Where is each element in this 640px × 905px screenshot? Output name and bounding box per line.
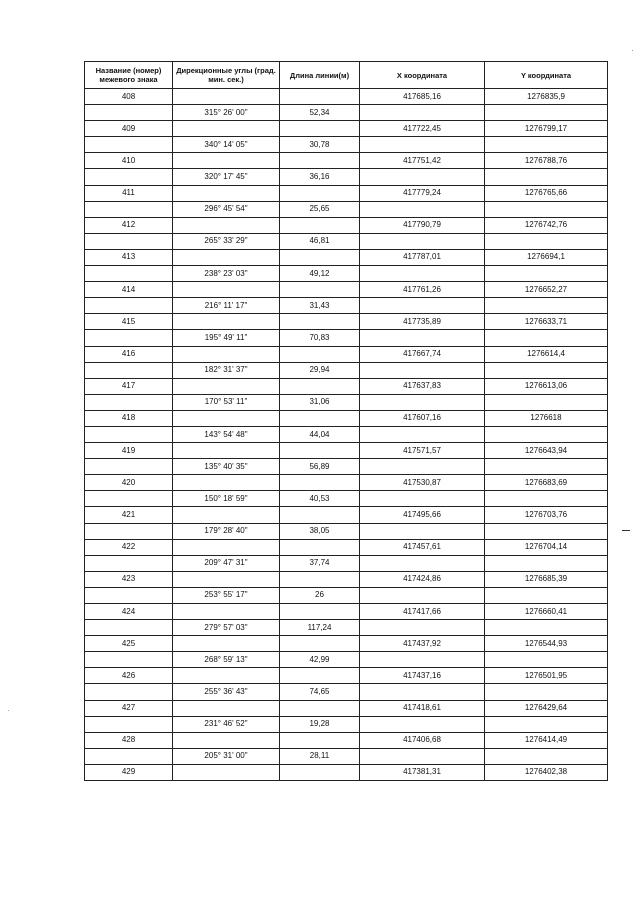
cell-angle [173,507,280,523]
cell-x: 417437,16 [360,668,485,684]
cell-x [360,169,485,185]
cell-y: 1276704,14 [485,539,608,555]
cell-angle [173,668,280,684]
cell-name [85,233,173,249]
cell-length: 52,34 [280,105,360,121]
cell-length [280,700,360,716]
cell-x: 417495,66 [360,507,485,523]
table-row [85,394,608,410]
cell-y: 1276683,69 [485,475,608,491]
table-row [85,169,608,185]
cell-x: 417751,42 [360,153,485,169]
cell-x: 417790,79 [360,217,485,233]
cell-angle: 143° 54' 48" [173,426,280,442]
table-row [85,378,608,394]
table-row [85,620,608,636]
cell-y: 1276765,66 [485,185,608,201]
cell-angle: 253° 55' 17" [173,587,280,603]
cell-name: 425 [85,636,173,652]
cell-y [485,233,608,249]
cell-y [485,684,608,700]
cell-name [85,716,173,732]
cell-name [85,266,173,282]
cell-x [360,362,485,378]
cell-x: 417735,89 [360,314,485,330]
cell-angle [173,604,280,620]
table-row [85,217,608,233]
cell-x: 417424,86 [360,571,485,587]
cell-angle: 296° 45' 54" [173,201,280,217]
cell-length [280,89,360,105]
cell-name: 427 [85,700,173,716]
table-row [85,716,608,732]
cell-x [360,523,485,539]
cell-x: 417787,01 [360,249,485,265]
cell-name [85,137,173,153]
cell-y [485,169,608,185]
cell-y [485,330,608,346]
cell-x: 417667,74 [360,346,485,362]
table-row [85,185,608,201]
cell-angle [173,764,280,780]
cell-name: 415 [85,314,173,330]
cell-length: 31,43 [280,298,360,314]
table-row [85,282,608,298]
cell-y: 1276618 [485,410,608,426]
cell-angle: 231° 46' 52" [173,716,280,732]
cell-length [280,764,360,780]
cell-y [485,748,608,764]
cell-name [85,362,173,378]
cell-y: 1276414,49 [485,732,608,748]
cell-name [85,105,173,121]
header-angle: Дирекционные углы (град. мин. сек.) [173,62,280,89]
cell-length: 25,65 [280,201,360,217]
cell-angle: 135° 40' 35" [173,459,280,475]
table-row [85,652,608,668]
cell-name: 418 [85,410,173,426]
cell-length: 19,28 [280,716,360,732]
cell-y [485,620,608,636]
table-row [85,89,608,105]
cell-name [85,459,173,475]
cell-angle: 340° 14' 05" [173,137,280,153]
cell-length: 46,81 [280,233,360,249]
cell-y: 1276633,71 [485,314,608,330]
cell-y: 1276660,41 [485,604,608,620]
cell-x [360,748,485,764]
cell-name: 420 [85,475,173,491]
cell-x [360,137,485,153]
header-x: X координата [360,62,485,89]
cell-angle: 238° 23' 03" [173,266,280,282]
cell-length: 74,65 [280,684,360,700]
cell-y [485,716,608,732]
cell-name [85,298,173,314]
table-row [85,764,608,780]
cell-x [360,394,485,410]
cell-x: 417417,66 [360,604,485,620]
cell-x [360,716,485,732]
cell-length [280,346,360,362]
table-row [85,233,608,249]
cell-x [360,330,485,346]
cell-length: 117,24 [280,620,360,636]
cell-y: 1276613,06 [485,378,608,394]
cell-angle: 179° 28' 40" [173,523,280,539]
cell-length [280,249,360,265]
cell-name [85,201,173,217]
cell-x [360,266,485,282]
table-row [85,700,608,716]
boundary-coordinates-table [84,61,608,781]
cell-length [280,378,360,394]
cell-angle [173,636,280,652]
cell-x [360,652,485,668]
cell-name [85,330,173,346]
cell-y: 1276643,94 [485,443,608,459]
cell-x: 417457,61 [360,539,485,555]
cell-angle: 268° 59' 13" [173,652,280,668]
cell-angle [173,539,280,555]
cell-angle: 182° 31' 37" [173,362,280,378]
cell-x: 417418,61 [360,700,485,716]
cell-y [485,394,608,410]
cell-name [85,555,173,571]
cell-length [280,475,360,491]
cell-y [485,523,608,539]
cell-length: 30,78 [280,137,360,153]
cell-name: 426 [85,668,173,684]
cell-angle [173,443,280,459]
cell-length [280,443,360,459]
cell-x: 417637,83 [360,378,485,394]
cell-x [360,201,485,217]
cell-length: 28,11 [280,748,360,764]
cell-angle: 315° 26' 00" [173,105,280,121]
cell-angle [173,249,280,265]
table-row [85,571,608,587]
table-row [85,426,608,442]
cell-length [280,314,360,330]
cell-name [85,652,173,668]
cell-angle [173,153,280,169]
cell-angle: 205° 31' 00" [173,748,280,764]
margin-dash-mark [622,530,630,531]
cell-angle: 279° 57' 03" [173,620,280,636]
cell-length: 26 [280,587,360,603]
cell-angle: 265° 33' 29" [173,233,280,249]
cell-x [360,298,485,314]
cell-name: 421 [85,507,173,523]
table-row [85,346,608,362]
cell-length [280,185,360,201]
table-row [85,153,608,169]
cell-x [360,684,485,700]
cell-y: 1276685,39 [485,571,608,587]
cell-x [360,491,485,507]
cell-angle [173,475,280,491]
cell-x: 417761,26 [360,282,485,298]
cell-angle: 320° 17' 45" [173,169,280,185]
table-row [85,491,608,507]
cell-name [85,587,173,603]
cell-name [85,169,173,185]
cell-name: 413 [85,249,173,265]
cell-name: 408 [85,89,173,105]
cell-length: 49,12 [280,266,360,282]
cell-angle: 170° 53' 11" [173,394,280,410]
cell-y [485,555,608,571]
cell-angle [173,314,280,330]
cell-angle [173,89,280,105]
cell-name [85,684,173,700]
cell-y [485,105,608,121]
cell-x [360,555,485,571]
table-row [85,410,608,426]
cell-angle [173,185,280,201]
table-row [85,604,608,620]
cell-length [280,507,360,523]
cell-x: 417437,92 [360,636,485,652]
cell-name: 416 [85,346,173,362]
cell-length: 40,53 [280,491,360,507]
cell-length [280,539,360,555]
table-row [85,266,608,282]
cell-name [85,620,173,636]
cell-y [485,137,608,153]
cell-x [360,105,485,121]
cell-length [280,636,360,652]
cell-y: 1276835,9 [485,89,608,105]
cell-y: 1276501,95 [485,668,608,684]
cell-y: 1276788,76 [485,153,608,169]
table-row [85,748,608,764]
cell-length [280,153,360,169]
table-row [85,314,608,330]
cell-length [280,121,360,137]
table-row [85,555,608,571]
cell-x: 417530,87 [360,475,485,491]
cell-y [485,298,608,314]
cell-length: 44,04 [280,426,360,442]
table-row [85,732,608,748]
cell-y [485,652,608,668]
cell-y: 1276799,17 [485,121,608,137]
cell-name: 419 [85,443,173,459]
cell-length [280,668,360,684]
scan-speck [8,710,9,711]
cell-angle: 209° 47' 31" [173,555,280,571]
cell-y [485,201,608,217]
header-name: Название (номер) межевого знака [85,62,173,89]
cell-x: 417722,45 [360,121,485,137]
table-row [85,249,608,265]
cell-length: 37,74 [280,555,360,571]
table-row [85,507,608,523]
header-length: Длина линии(м) [280,62,360,89]
cell-x: 417685,16 [360,89,485,105]
table-row [85,459,608,475]
cell-name: 412 [85,217,173,233]
cell-x: 417381,31 [360,764,485,780]
cell-length: 56,89 [280,459,360,475]
cell-y: 1276694,1 [485,249,608,265]
table-row [85,475,608,491]
cell-y [485,587,608,603]
cell-name: 428 [85,732,173,748]
cell-length: 29,94 [280,362,360,378]
cell-name: 411 [85,185,173,201]
cell-y: 1276402,38 [485,764,608,780]
cell-length [280,282,360,298]
table-body [85,89,608,781]
cell-length [280,410,360,426]
cell-name [85,491,173,507]
cell-y [485,459,608,475]
table-row [85,523,608,539]
scan-speck [632,50,633,51]
cell-length: 38,05 [280,523,360,539]
table-row [85,201,608,217]
cell-y [485,362,608,378]
cell-name: 423 [85,571,173,587]
cell-y: 1276429,64 [485,700,608,716]
cell-name: 417 [85,378,173,394]
cell-x: 417571,57 [360,443,485,459]
cell-length: 36,16 [280,169,360,185]
cell-x [360,426,485,442]
table-row [85,298,608,314]
cell-name: 414 [85,282,173,298]
cell-name: 410 [85,153,173,169]
cell-angle [173,732,280,748]
cell-y: 1276703,76 [485,507,608,523]
cell-x: 417406,68 [360,732,485,748]
cell-name [85,394,173,410]
table-row [85,539,608,555]
cell-angle: 150° 18' 59" [173,491,280,507]
cell-angle: 255° 36' 43" [173,684,280,700]
cell-angle [173,282,280,298]
cell-y: 1276614,4 [485,346,608,362]
cell-length [280,571,360,587]
cell-y: 1276742,76 [485,217,608,233]
cell-length: 42,99 [280,652,360,668]
cell-angle [173,378,280,394]
cell-angle [173,571,280,587]
cell-name: 429 [85,764,173,780]
cell-y [485,266,608,282]
cell-angle [173,217,280,233]
table-row [85,330,608,346]
cell-y: 1276652,27 [485,282,608,298]
cell-angle [173,346,280,362]
cell-angle [173,700,280,716]
cell-name [85,523,173,539]
cell-name: 424 [85,604,173,620]
cell-length: 70,83 [280,330,360,346]
table-row [85,684,608,700]
table-row [85,587,608,603]
cell-name: 422 [85,539,173,555]
cell-x: 417607,16 [360,410,485,426]
table-row [85,121,608,137]
cell-name [85,748,173,764]
cell-x [360,459,485,475]
cell-y [485,426,608,442]
table-row [85,636,608,652]
cell-y: 1276544,93 [485,636,608,652]
cell-x [360,233,485,249]
table-row [85,443,608,459]
cell-length [280,217,360,233]
cell-x [360,587,485,603]
cell-length [280,732,360,748]
header-y: Y координата [485,62,608,89]
cell-name: 409 [85,121,173,137]
table-row [85,137,608,153]
cell-x: 417779,24 [360,185,485,201]
cell-angle [173,410,280,426]
table-row [85,105,608,121]
cell-angle: 195° 49' 11" [173,330,280,346]
cell-angle: 216° 11' 17" [173,298,280,314]
cell-angle [173,121,280,137]
cell-name [85,426,173,442]
table-row [85,362,608,378]
table-row [85,668,608,684]
header-row [85,62,608,89]
cell-length: 31,06 [280,394,360,410]
cell-length [280,604,360,620]
cell-x [360,620,485,636]
cell-y [485,491,608,507]
